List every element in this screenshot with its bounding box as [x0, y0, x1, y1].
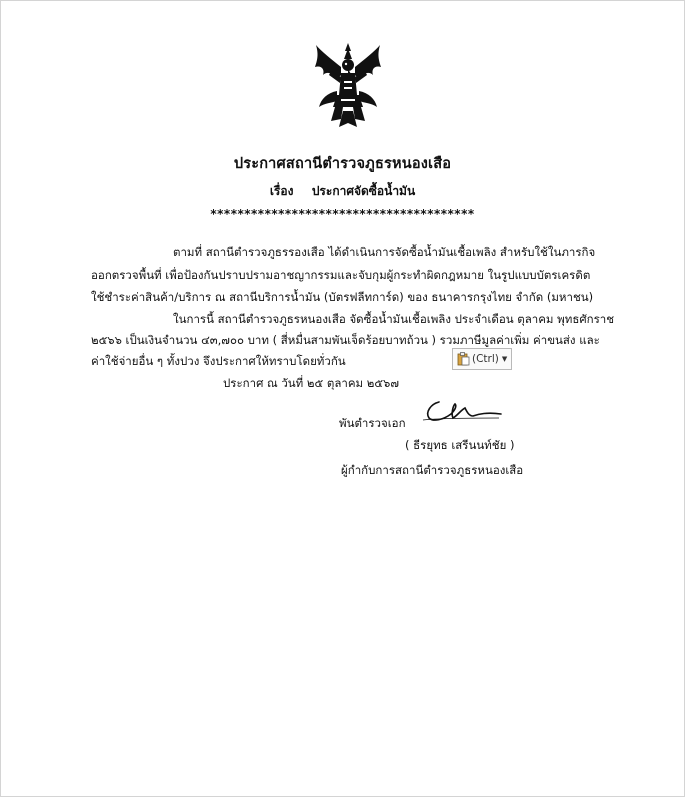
signer-position: ผู้กำกับการสถานีตำรวจภูธรหนองเสือ — [341, 463, 524, 477]
garuda-emblem-icon — [313, 41, 383, 129]
signer-rank: พันตำรวจเอก — [339, 416, 406, 430]
paste-options-label: (Ctrl) — [472, 353, 499, 365]
signature-image — [421, 396, 503, 424]
chevron-down-icon: ▼ — [501, 355, 508, 363]
body-line-1: ตามที่ สถานีตำรวจภูธรรองเสือ ได้ดำเนินการจัดซื้อน้ำมันเชื้อเพลิง สำหรับใช้ในภารกิจ — [173, 245, 596, 259]
body-line-5: ๒๕๖๖ เป็นเงินจำนวน ๔๓,๗๐๐ บาท ( สี่หมื่นสามพันเจ็ดร้อยบาทถ้วน ) รวมภาษีมูลค่าเพิ่ม ค่าขนส่ง และ — [91, 333, 600, 347]
clipboard-icon — [457, 352, 470, 366]
date-line: ประกาศ ณ วันที่ ๒๕ ตุลาคม ๒๕๖๗ — [223, 376, 399, 390]
subject-label: เรื่อง — [269, 184, 294, 198]
body-line-3: ใช้ชำระค่าสินค้า/บริการ ณ สถานีบริการน้ำมัน (บัตรฟลีทการ์ด) ของ ธนาคารกรุงไทย จำกัด (มหาชน) — [91, 290, 594, 304]
subject-text: ประกาศจัดซื้อน้ำมัน — [311, 184, 416, 198]
signer-name: ( ธีรยุทธ เสรีนนท์ชัย ) — [405, 438, 515, 452]
paste-options-button[interactable] — [452, 348, 512, 370]
announcement-title: ประกาศสถานีตำรวจภูธรหนองเสือ — [233, 156, 452, 172]
body-line-4: ในการนี้ สถานีตำรวจภูธรหนองเสือ จัดซื้อน้ำมันเชื้อเพลิง ประจำเดือน ตุลาคม พุทธศักราช — [173, 312, 615, 326]
separator-line: *************************************** — [210, 207, 475, 221]
body-line-2: ออกตรวจพื้นที่ เพื่อป้องกันปราบปรามอาชญากรรมและจับกุมผู้กระทำผิดกฎหมาย ในรูปแบบบัตรเครดิต — [91, 268, 591, 282]
subject-line — [1, 182, 684, 201]
body-line-6: ค่าใช้จ่ายอื่น ๆ ทั้งปวง จึงประกาศให้ทราบโดยทั่วกัน — [91, 354, 346, 368]
